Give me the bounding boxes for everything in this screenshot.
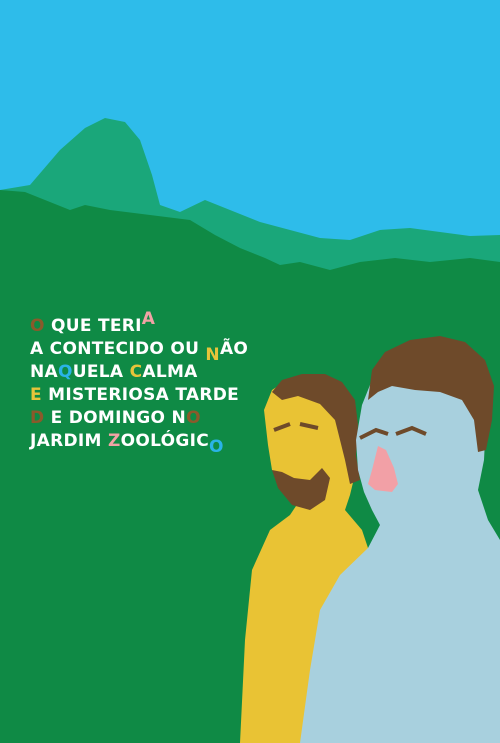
title-letter: C	[129, 362, 143, 382]
title-text: QUE TERI	[44, 316, 142, 336]
title-line-5	[30, 407, 290, 430]
title-line-6	[30, 430, 290, 457]
title-text: UELA	[72, 362, 130, 382]
poster-title	[30, 309, 290, 457]
title-text: MISTERIOSA TARDE	[41, 385, 240, 405]
title-letter: J	[30, 431, 37, 451]
title-text: A CONTECIDO OU	[30, 339, 206, 359]
title-letter: O	[30, 316, 45, 336]
title-letter: Q	[57, 362, 73, 382]
title-text: ÃO	[219, 339, 249, 359]
title-letter: O	[186, 408, 201, 428]
title-letter: N	[205, 345, 220, 365]
title-text: NA	[30, 362, 58, 382]
title-letter: O	[209, 437, 224, 457]
title-line-1	[30, 309, 290, 338]
title-letter: Z	[107, 431, 121, 451]
title-text: OOLÓGIC	[120, 431, 210, 451]
title-line-4	[30, 384, 290, 407]
title-text: ALMA	[142, 362, 198, 382]
title-line-3	[30, 361, 290, 384]
title-line-2	[30, 338, 290, 365]
title-letter: A	[141, 309, 156, 329]
title-letter: E	[30, 385, 42, 405]
title-letter: D	[30, 408, 45, 428]
title-text: ARDIM	[36, 431, 108, 451]
title-text: E DOMINGO N	[44, 408, 187, 428]
